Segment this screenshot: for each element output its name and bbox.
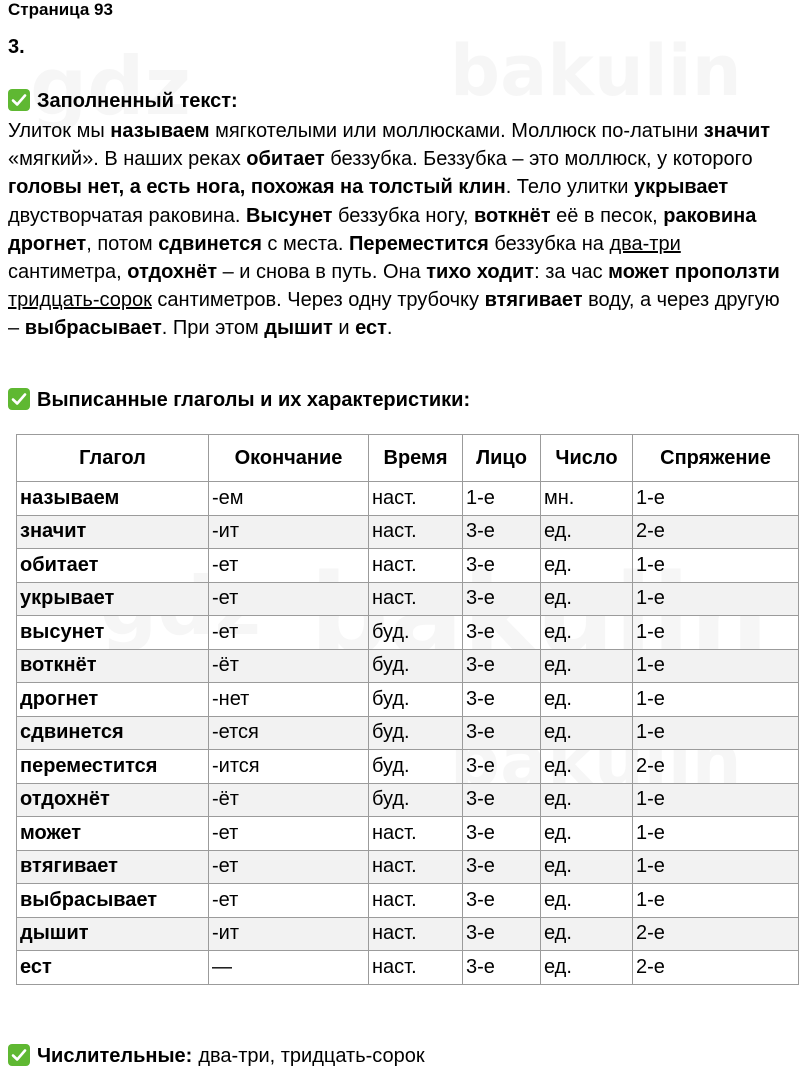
table-cell: наст.	[369, 817, 463, 851]
table-row	[17, 616, 799, 650]
table-cell: -ит	[209, 917, 369, 951]
section-title: Выписанные глаголы и их характеристики:	[37, 389, 471, 411]
underlined-numeral: два-три	[609, 232, 681, 255]
numerals-value: два-три, тридцать-сорок	[198, 1045, 425, 1067]
highlighted-word: может проползти	[608, 261, 780, 284]
highlighted-word: выбрасывает	[24, 317, 162, 340]
table-cell: 3-е	[463, 515, 541, 549]
table-cell: -ет	[209, 616, 369, 650]
table-cell: 2-е	[633, 951, 799, 985]
table-cell: ед.	[541, 683, 633, 717]
highlighted-word: Переместится	[349, 232, 489, 255]
table-cell: 3-е	[463, 817, 541, 851]
table-cell: ед.	[541, 783, 633, 817]
table-row	[17, 683, 799, 717]
table-cell: ед.	[541, 817, 633, 851]
table-cell: наст.	[369, 482, 463, 516]
highlighted-word: дышит	[264, 317, 333, 340]
table-cell: ед.	[541, 917, 633, 951]
checkmark-icon	[8, 89, 30, 111]
table-cell: -ет	[209, 582, 369, 616]
verb-cell: воткнёт	[17, 649, 209, 683]
verb-cell: ест	[17, 951, 209, 985]
highlighted-word: сдвинется	[158, 232, 262, 255]
text-segment: беззубка ногу,	[332, 204, 474, 227]
table-cell: буд.	[369, 649, 463, 683]
numerals-line	[8, 1043, 425, 1069]
text-segment: сантиметров. Через одну трубочку	[151, 289, 485, 312]
verbs-table	[16, 434, 799, 985]
table-cell: наст.	[369, 549, 463, 583]
table-cell: наст.	[369, 917, 463, 951]
table-cell: 2-е	[633, 515, 799, 549]
table-cell: 1-е	[633, 850, 799, 884]
table-cell: -ёт	[209, 783, 369, 817]
table-cell: -ет	[209, 884, 369, 918]
verb-cell: укрывает	[17, 582, 209, 616]
table-cell: 3-е	[463, 549, 541, 583]
table-cell: 1-е	[633, 783, 799, 817]
table-cell: 1-е	[463, 482, 541, 516]
underlined-numeral: тридцать-сорок	[8, 289, 152, 312]
watermark	[450, 30, 742, 112]
verb-cell: называем	[17, 482, 209, 516]
table-cell: буд.	[369, 616, 463, 650]
table-cell: ед.	[541, 850, 633, 884]
checkmark-icon	[8, 388, 30, 410]
highlighted-word: отдохнёт	[127, 261, 218, 284]
table-cell: —	[209, 951, 369, 985]
table-cell: 3-е	[463, 582, 541, 616]
text-segment: . Тело улитки	[505, 176, 634, 199]
text-segment: с места.	[261, 232, 350, 255]
table-cell: ед.	[541, 750, 633, 784]
table-row	[17, 951, 799, 985]
column-header: Время	[369, 435, 463, 482]
column-header: Спряжение	[633, 435, 799, 482]
text-segment: и	[332, 317, 356, 340]
text-segment: воду, а через другую –	[8, 289, 780, 340]
table-cell: ед.	[541, 582, 633, 616]
table-cell: буд.	[369, 750, 463, 784]
text-segment: .	[386, 317, 393, 340]
task-number: 3.	[8, 36, 25, 58]
highlighted-word: головы нет, а есть нога, похожая на толстый клин	[8, 176, 506, 199]
table-row	[17, 649, 799, 683]
table-cell: 1-е	[633, 582, 799, 616]
table-row	[17, 582, 799, 616]
text-segment: Улиток мы	[8, 120, 111, 142]
table-cell: наст.	[369, 582, 463, 616]
table-cell: наст.	[369, 515, 463, 549]
table-cell: -ет	[209, 549, 369, 583]
table-cell: 1-е	[633, 884, 799, 918]
table-cell: -ёт	[209, 649, 369, 683]
table-cell: 3-е	[463, 750, 541, 784]
numerals-label: Числительные:	[37, 1045, 193, 1067]
highlighted-word: укрывает	[633, 176, 729, 199]
table-cell: -нет	[209, 683, 369, 717]
table-cell: 1-е	[633, 649, 799, 683]
verb-cell: может	[17, 817, 209, 851]
table-cell: ед.	[541, 716, 633, 750]
highlighted-word: называем	[110, 120, 210, 142]
column-header: Окончание	[209, 435, 369, 482]
table-cell: -ится	[209, 750, 369, 784]
verb-cell: значит	[17, 515, 209, 549]
table-cell: 3-е	[463, 917, 541, 951]
highlighted-word: значит	[703, 120, 771, 142]
column-header: Лицо	[463, 435, 541, 482]
table-cell: -ит	[209, 515, 369, 549]
table-cell: -ется	[209, 716, 369, 750]
column-header: Число	[541, 435, 633, 482]
text-segment: её в песок,	[550, 204, 664, 227]
verb-cell: переместится	[17, 750, 209, 784]
text-segment: : за час	[534, 261, 609, 284]
highlighted-word: Высунет	[245, 204, 333, 227]
table-row	[17, 884, 799, 918]
verb-cell: сдвинется	[17, 716, 209, 750]
verb-cell: втягивает	[17, 850, 209, 884]
verb-cell: высунет	[17, 616, 209, 650]
table-cell: 1-е	[633, 549, 799, 583]
table-cell: ед.	[541, 549, 633, 583]
text-segment: беззубка. Беззубка – это моллюск, у которого	[324, 148, 753, 171]
table-cell: наст.	[369, 951, 463, 985]
table-cell: -ет	[209, 850, 369, 884]
table-row	[17, 549, 799, 583]
table-cell: буд.	[369, 683, 463, 717]
highlighted-word: ест	[355, 317, 387, 340]
table-cell: ед.	[541, 884, 633, 918]
table-row	[17, 515, 799, 549]
table-cell: 3-е	[463, 884, 541, 918]
filled-paragraph	[8, 117, 793, 343]
table-cell: 3-е	[463, 716, 541, 750]
text-segment: «мягкий». В наших реках	[8, 148, 247, 171]
table-row	[17, 850, 799, 884]
table-cell: наст.	[369, 884, 463, 918]
table-row	[17, 817, 799, 851]
table-cell: ед.	[541, 515, 633, 549]
checkmark-icon	[8, 1044, 30, 1066]
table-cell: буд.	[369, 783, 463, 817]
column-header: Глагол	[17, 435, 209, 482]
text-segment: , потом	[86, 232, 159, 255]
table-cell: ед.	[541, 649, 633, 683]
verb-cell: отдохнёт	[17, 783, 209, 817]
text-segment: двустворчатая раковина.	[8, 204, 246, 227]
verb-cell: выбрасывает	[17, 884, 209, 918]
table-header-row	[17, 435, 799, 482]
table-row	[17, 750, 799, 784]
table-row	[17, 482, 799, 516]
table-cell: 1-е	[633, 716, 799, 750]
table-cell: 3-е	[463, 783, 541, 817]
table-row	[17, 917, 799, 951]
text-segment: беззубка на	[488, 232, 610, 255]
table-cell: -ет	[209, 817, 369, 851]
table-cell: 1-е	[633, 482, 799, 516]
text-segment: мягкотелыми или моллюсками. Моллюск по-латыни	[209, 120, 704, 142]
table-cell: ед.	[541, 616, 633, 650]
verb-cell: дрогнет	[17, 683, 209, 717]
page-label: Страница 93	[8, 0, 113, 19]
highlighted-word: воткнёт	[473, 204, 551, 227]
highlighted-word: тихо ходит	[426, 261, 535, 284]
highlighted-word: обитает	[246, 148, 325, 171]
text-segment: . При этом	[161, 317, 265, 340]
table-cell: ед.	[541, 951, 633, 985]
verb-cell: обитает	[17, 549, 209, 583]
table-cell: 1-е	[633, 817, 799, 851]
section-title: Заполненный текст:	[37, 90, 238, 112]
table-cell: 3-е	[463, 616, 541, 650]
verbs-header	[8, 387, 470, 413]
table-cell: 2-е	[633, 917, 799, 951]
table-cell: 3-е	[463, 850, 541, 884]
table-cell: мн.	[541, 482, 633, 516]
table-row	[17, 716, 799, 750]
highlighted-word: раковина дрогнет	[8, 204, 757, 255]
text-segment: – и снова в путь. Она	[217, 261, 427, 284]
table-cell: буд.	[369, 716, 463, 750]
table-cell: наст.	[369, 850, 463, 884]
verb-cell: дышит	[17, 917, 209, 951]
table-cell: 3-е	[463, 649, 541, 683]
table-cell: 3-е	[463, 951, 541, 985]
table-cell: 2-е	[633, 750, 799, 784]
table-row	[17, 783, 799, 817]
table-cell: 1-е	[633, 683, 799, 717]
table-cell: 3-е	[463, 683, 541, 717]
text-segment: сантиметра,	[8, 261, 128, 284]
table-cell: 1-е	[633, 616, 799, 650]
filled-text-header	[8, 88, 238, 114]
highlighted-word: втягивает	[484, 289, 583, 312]
table-cell: -ем	[209, 482, 369, 516]
